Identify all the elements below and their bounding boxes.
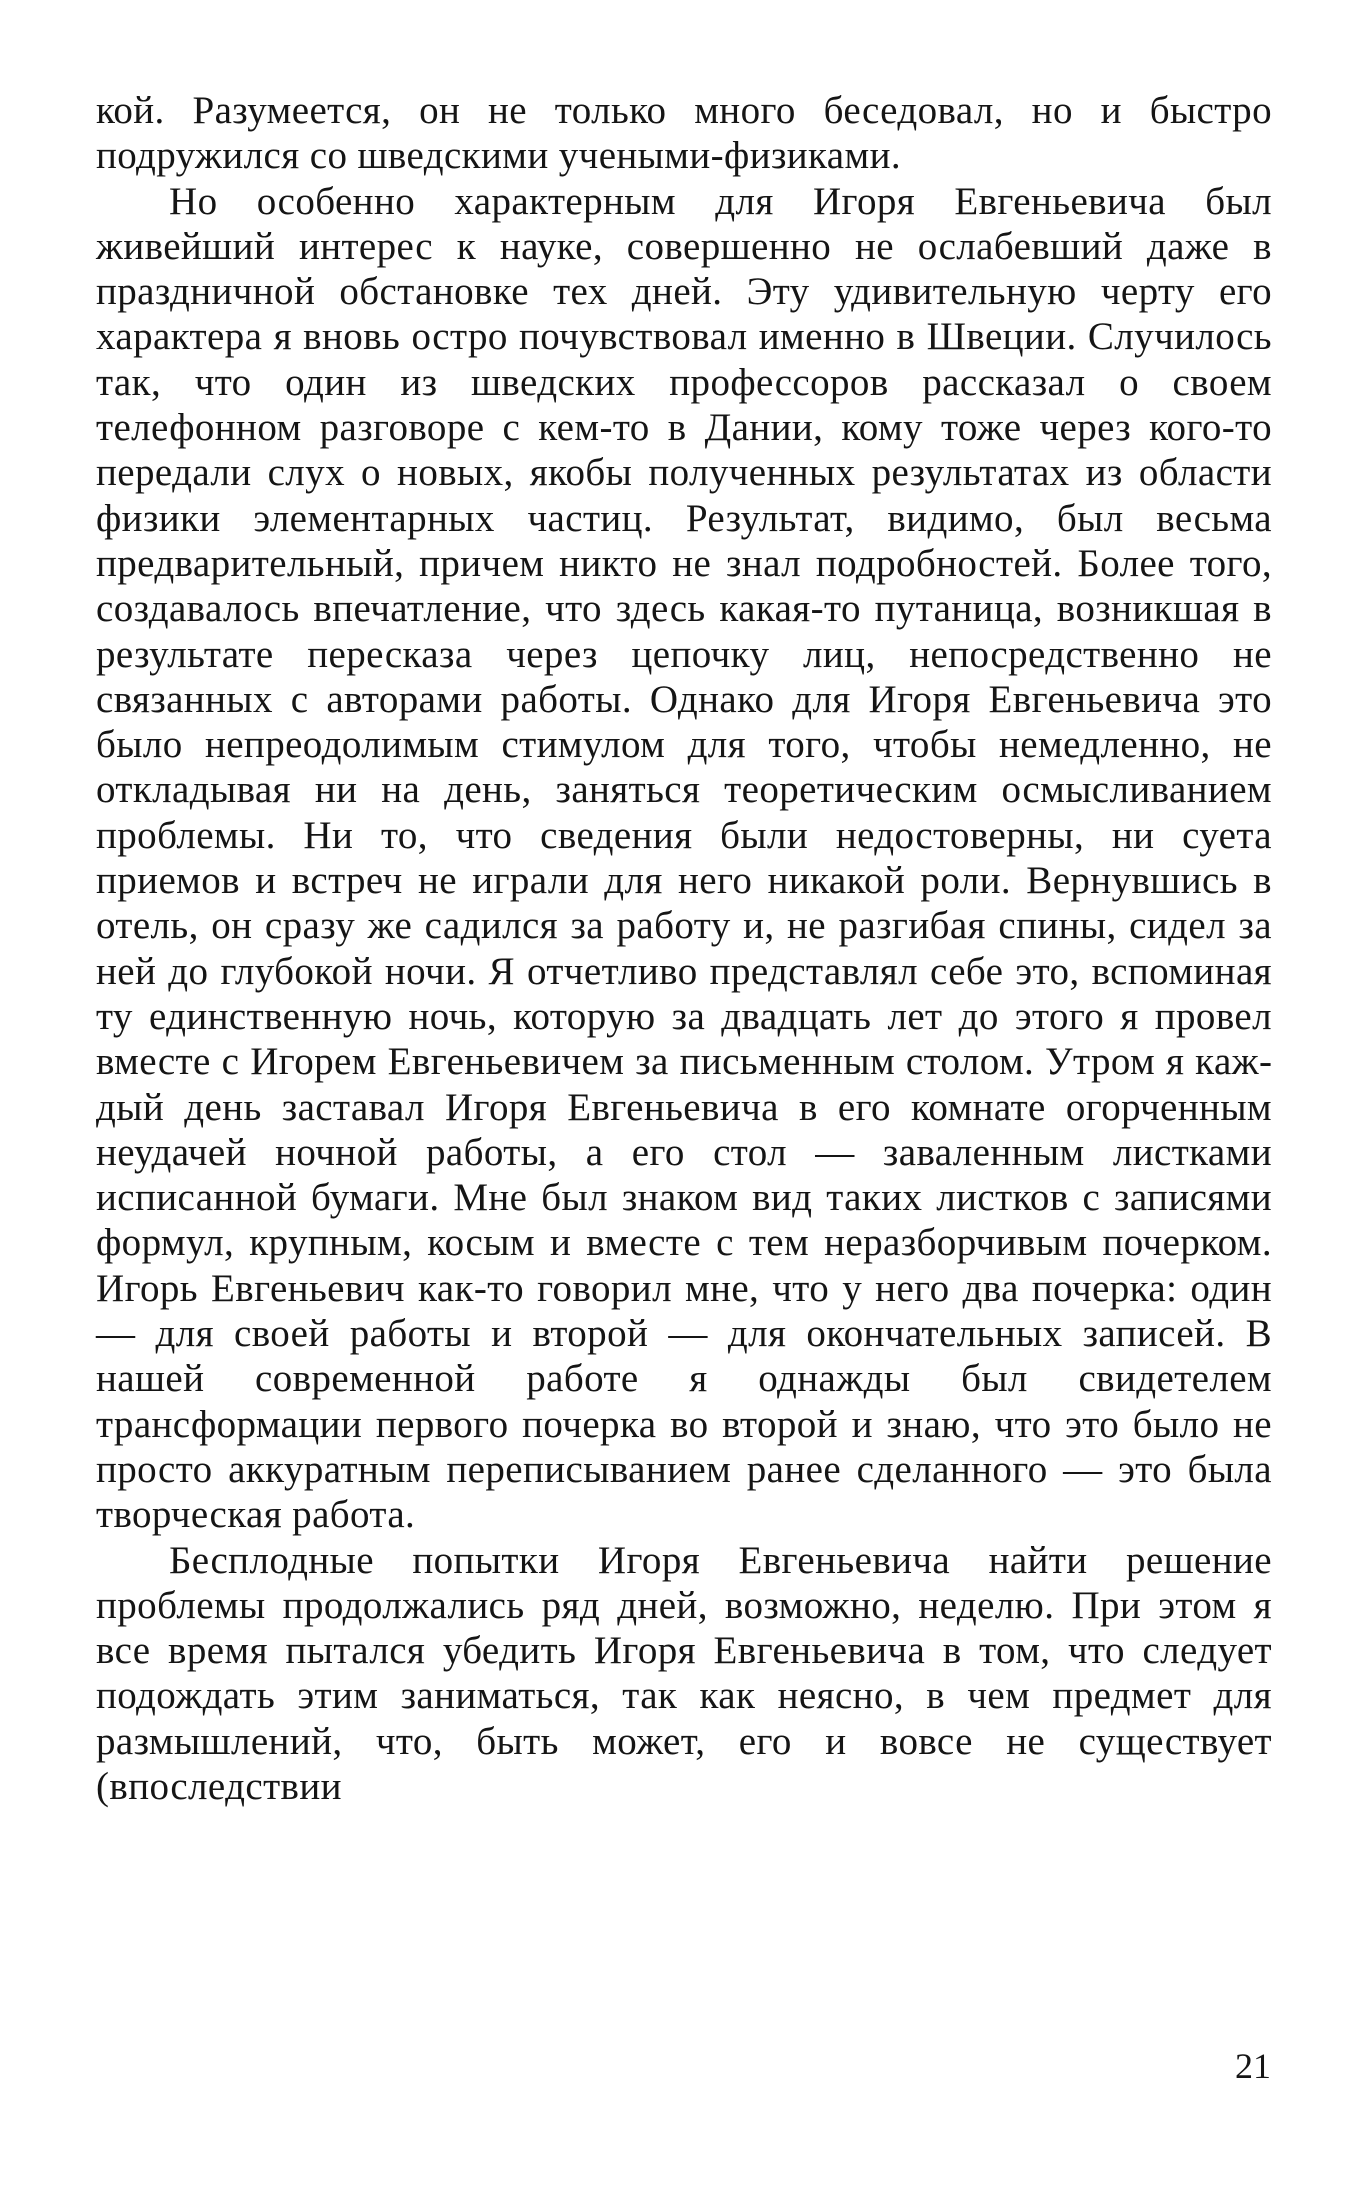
paragraph-2: Но особенно характерным для Игоря Евгеньевича был живейший интерес к науке, совершенно не ослабевший даже в праздничной обстановке тех дней. Эту удивительную черту его характера я вновь остро почувствовал именно в Швеции. Случилось так, что один из шведских профессоров рассказал о своем телефонном разговоре с кем-то в Дании, кому тоже через кого-то передали слух о новых, якобы полученных результатах из области физики элементарных частиц. Результат, видимо, был весьма предварительный, причем никто не знал подробностей. Более того, создавалось впечатление, что здесь какая-то путаница, возникшая в результате пересказа через цепочку лиц, непосредственно не связанных с авторами работы. Однако для Игоря Евгеньевича это было непреодолимым стимулом для того, чтобы немедленно, не откладывая ни на день, заняться теоретическим осмысливанием проблемы. Ни то, что сведения были недостоверны, ни суета приемов и встреч не играли для него никакой роли. Вернувшись в отель, он сразу же садился за работу и, не разгибая спины, сидел за ней до глубокой ночи. Я отчетливо представлял себе это, вспоминая ту единственную ночь, которую за двадцать лет до этого я провел вместе с Игорем Евгеньевичем за письменным столом. Утром я каждый день заставал Игоря Евгеньевича в его комнате огорченным неудачей ночной работы, а его стол — заваленным листками исписанной бумаги. Мне был знаком вид таких листков с записями формул, крупным, косым и вместе с тем неразборчивым почерком. Игорь Евгеньевич как-то говорил мне, что у него два почерка: один — для своей работы и второй — для окончательных записей. В нашей современной работе я однажды был свидетелем трансформации первого почерка во второй и знаю, что это было не просто аккуратным переписыванием ранее сделанного — это была творческая работа. — [96, 179, 1272, 1537]
page-number: 21 — [1235, 2046, 1271, 2086]
paragraph-1: кой. Разумеется, он не только много беседовал, но и быстро подружился со шведскими учеными-физиками. — [96, 89, 1272, 178]
paragraph-3: Бесплодные попытки Игоря Евгеньевича найти решение проблемы продолжались ряд дней, возможно, неделю. При этом я все время пытался убедить Игоря Евгеньевича в том, что следует подождать этим заниматься, так как неясно, в чем предмет для размышлений, что, быть может, его и вовсе не существует (впоследствии — [96, 1538, 1272, 1808]
body-text — [96, 88, 1272, 1809]
